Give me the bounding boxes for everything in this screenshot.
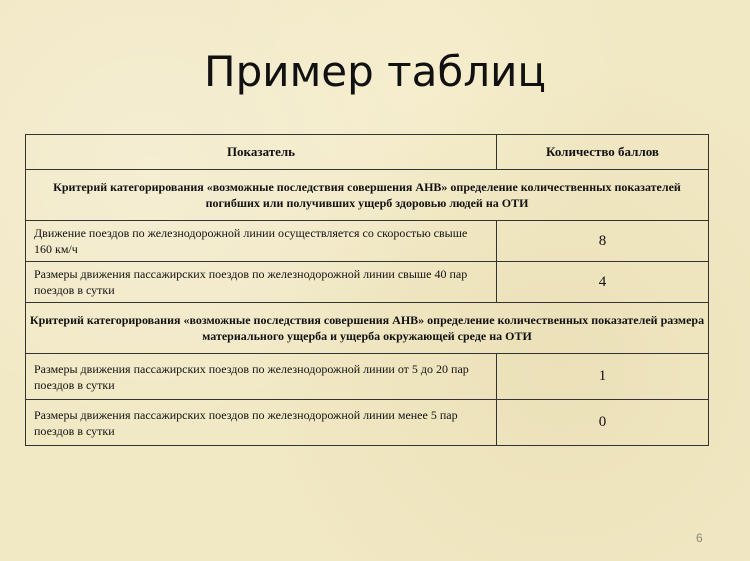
score-cell: 0 xyxy=(497,400,709,446)
table-header-row xyxy=(26,135,709,170)
table-row xyxy=(26,400,709,446)
section-title: Критерий категорирования «возможные последствия совершения АНВ» определение количественных показателей размера материального ущерба и ущерба окружающей среде на ОТИ xyxy=(26,303,709,354)
header-score: Количество баллов xyxy=(497,135,709,170)
indicator-cell: Размеры движения пассажирских поездов по железнодорожной линии от 5 до 20 пар поездов в сутки xyxy=(26,354,497,400)
score-cell: 4 xyxy=(497,262,709,303)
section-row xyxy=(26,170,709,221)
slide-title: Пример таблиц xyxy=(204,47,546,96)
section-row xyxy=(26,303,709,354)
table-row xyxy=(26,221,709,262)
score-cell: 8 xyxy=(497,221,709,262)
indicator-cell: Размеры движения пассажирских поездов по железнодорожной линии менее 5 пар поездов в сутки xyxy=(26,400,497,446)
header-indicator: Показатель xyxy=(26,135,497,170)
score-cell: 1 xyxy=(497,354,709,400)
table-row xyxy=(26,262,709,303)
indicator-cell: Движение поездов по железнодорожной линии осуществляется со скоростью свыше 160 км/ч xyxy=(26,221,497,262)
indicator-cell: Размеры движения пассажирских поездов по железнодорожной линии свыше 40 пар поездов в сутки xyxy=(26,262,497,303)
scoring-table-container xyxy=(25,134,708,446)
page-number: 6 xyxy=(696,531,703,545)
section-title: Критерий категорирования «возможные последствия совершения АНВ» определение количественных показателей погибших или получивших ущерб здоровью людей на ОТИ xyxy=(26,170,709,221)
scoring-table xyxy=(25,134,709,446)
table-row xyxy=(26,354,709,400)
